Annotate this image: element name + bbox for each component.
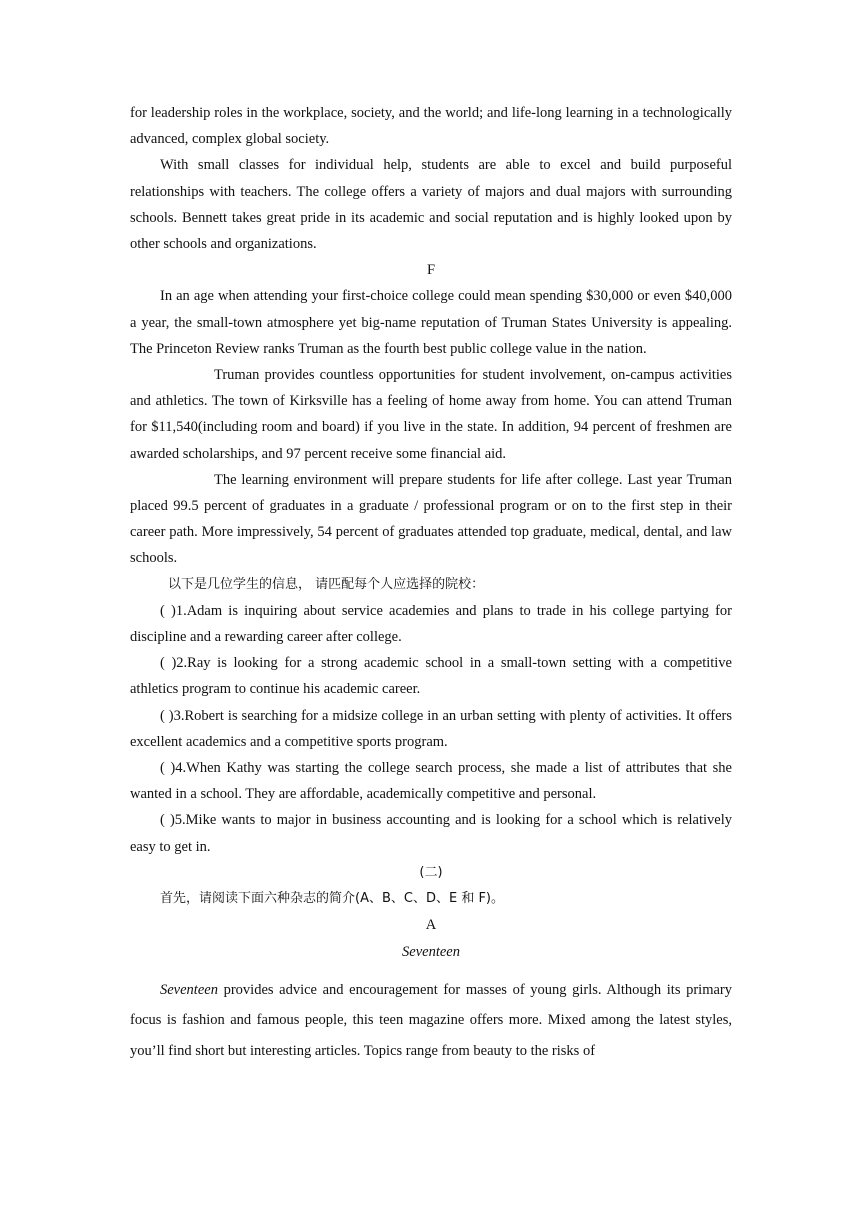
magazine-a-body: provides advice and encouragement for masses of young girls. Although its primary focus is fashion and famous people, this teen magazine offers more. Mixed among the latest styles, you’ll find short but interesting articles. Topics range from beauty to the risks of (130, 981, 732, 1059)
question-4: ( )4.When Kathy was starting the college search process, she made a list of attributes that she wanted in a school. They are affordable, academically competitive and personal. (130, 760, 732, 803)
spacer (130, 965, 732, 975)
section-f-paragraph-2: Truman provides countless opportunities for student involvement, on-campus activities and athletics. The town of Kirksville has a feeling of home away from home. You can attend Truman for $11,540(including room and board) if you live in the state. In addition, 94 percent of freshmen are awarded scholarships, and 97 percent receive some financial aid. (130, 367, 732, 462)
question-2: ( )2.Ray is looking for a strong academic school in a small-town setting with a competitive athletics program to continue his academic career. (130, 655, 732, 698)
question-1: ( )1.Adam is inquiring about service academies and plans to trade in his college partying for discipline and a rewarding career after college. (130, 602, 732, 646)
section-e-paragraph-end: for leadership roles in the workplace, society, and the world; and life-long learning in a technologically advanced, complex global society. (130, 105, 732, 148)
magazine-a-description (130, 975, 732, 1067)
part-two-heading: (二) (419, 864, 443, 880)
question-5: ( )5.Mike wants to major in business accounting and is looking for a school which is relatively easy to get in. (130, 812, 732, 855)
document-page (130, 100, 732, 1066)
section-f-paragraph-3: The learning environment will prepare students for life after college. Last year Truman placed 99.5 percent of graduates in a graduate / professional program or on to the first step in their career path. More impressively, 54 percent of graduates attended top graduate, medical, dental, and law schools. (130, 471, 732, 567)
section-e-paragraph: With small classes for individual help, students are able to excel and build purposeful relationships with teachers. The college offers a variety of majors and dual majors with surrounding schools. Bennett takes great pride in its academic and social reputation and is highly looked upon by other schools and organizations. (130, 157, 732, 253)
magazine-a-title: Seventeen (402, 943, 460, 960)
matching-instructions: 以下是几位学生的信息， 请匹配每个人应选择的院校： (168, 576, 485, 592)
part-two-intro: 首先，请阅读下面六种杂志的简介(A、B、C、D、E 和 F)。 (160, 891, 504, 907)
section-f-paragraph-1: In an age when attending your first-choice college could mean spending $30,000 or even $40,000 a year, the small-town atmosphere yet big-name reputation of Truman States University is appealing. The Princeton Review ranks Truman as the fourth best public college value in the nation. (130, 288, 732, 357)
magazine-a-heading: A (425, 917, 437, 934)
section-f-heading: F (426, 262, 436, 279)
question-3: ( )3.Robert is searching for a midsize college in an urban setting with plenty of activities. It offers excellent academics and a competitive sports program. (130, 707, 732, 750)
magazine-name: Seventeen (160, 981, 218, 998)
